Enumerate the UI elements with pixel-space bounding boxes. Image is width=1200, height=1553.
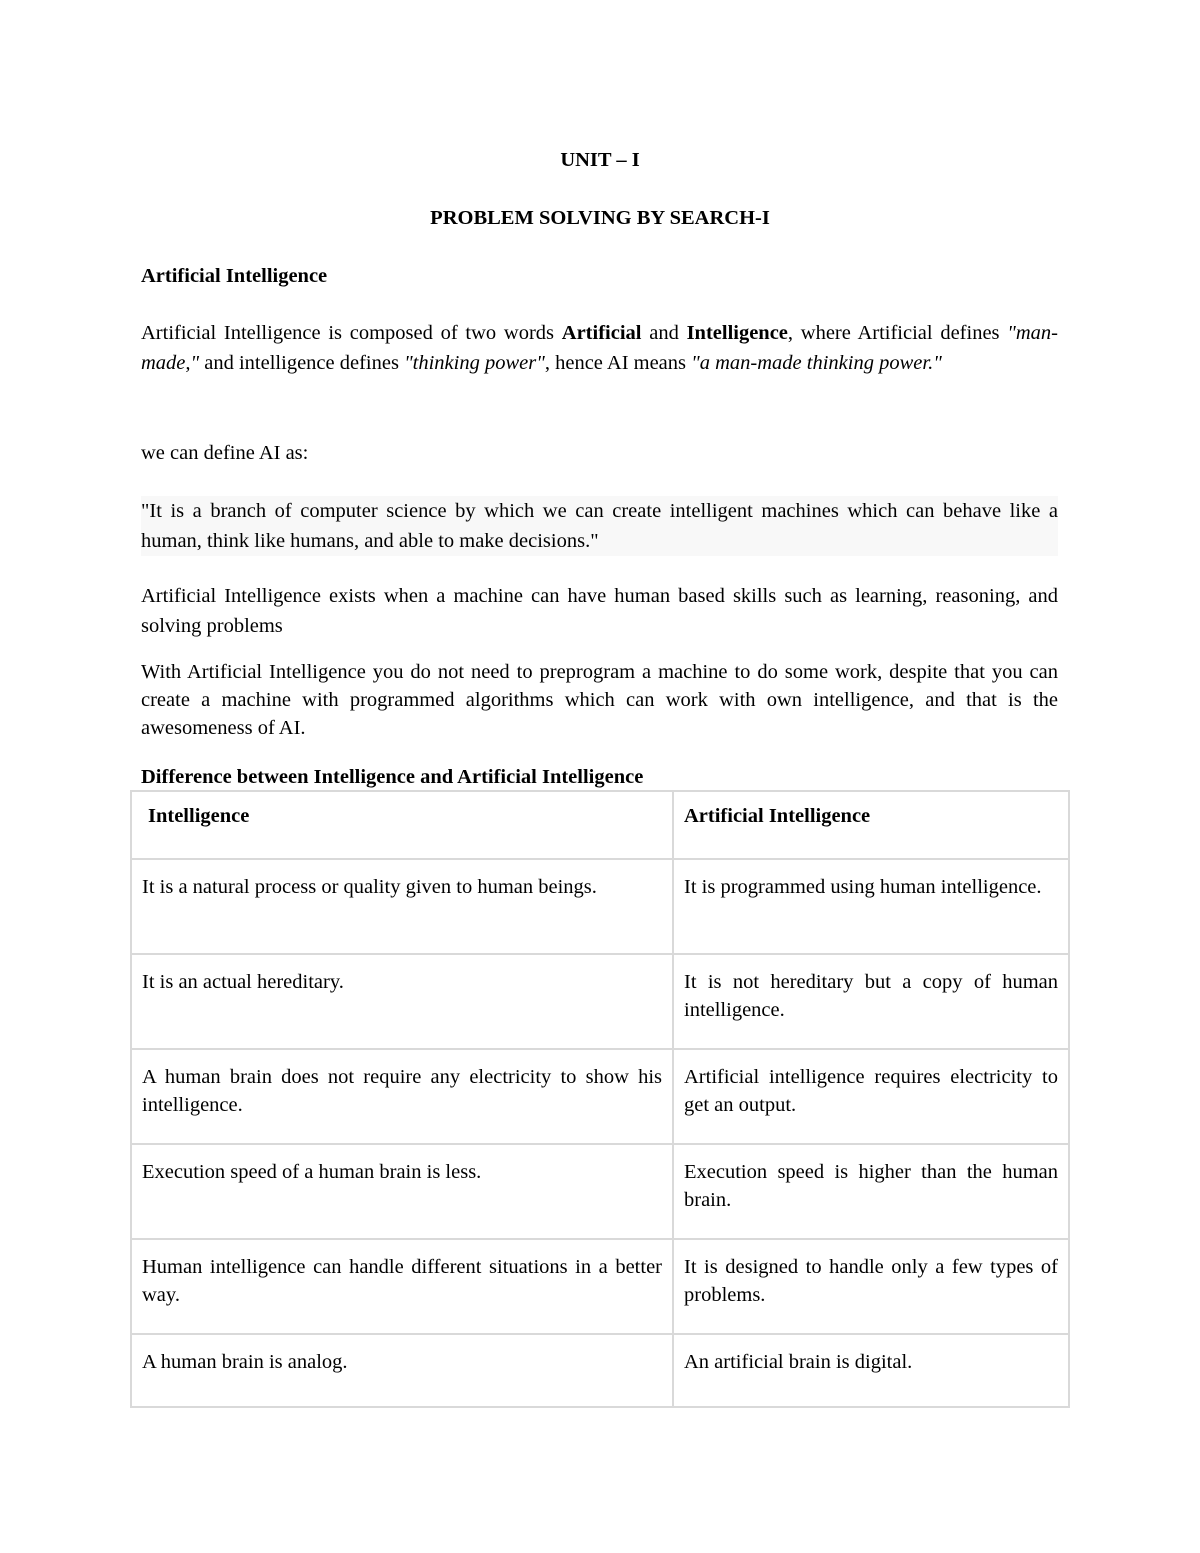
intro-bold-intelligence: Intelligence	[686, 322, 788, 344]
unit-heading: UNIT – I	[560, 149, 640, 171]
difference-table	[130, 790, 1070, 1408]
intro-text-4: and intelligence defines	[199, 352, 405, 374]
section-heading: Artificial Intelligence	[141, 265, 328, 287]
intro-text-1: Artificial Intelligence is composed of two words	[141, 322, 562, 344]
table-cell-intelligence: A human brain is analog.	[131, 1334, 673, 1407]
define-line: we can define AI as:	[141, 442, 309, 464]
awesomeness-paragraph: With Artificial Intelligence you do not need to preprogram a machine to do some work, despite that you can create a machine with programmed algorithms which can work with own intelligence, and that is the awesomeness of AI.	[141, 661, 1058, 739]
intro-text-3: , where Artificial defines	[787, 322, 1008, 344]
table-cell-artificial: Artificial intelligence requires electricity to get an output.	[673, 1049, 1069, 1144]
table-cell-intelligence: Human intelligence can handle different situations in a better way.	[131, 1239, 673, 1334]
table-row	[131, 859, 1069, 954]
table-cell-artificial: It is programmed using human intelligence.	[673, 859, 1069, 954]
intro-italic-thinking-power: "thinking power"	[404, 352, 545, 374]
intro-bold-artificial: Artificial	[561, 322, 642, 344]
table-cell-intelligence: It is an actual hereditary.	[131, 954, 673, 1049]
table-header-intelligence: Intelligence	[131, 791, 673, 859]
table-cell-artificial: It is designed to handle only a few types of problems.	[673, 1239, 1069, 1334]
table-row	[131, 1049, 1069, 1144]
table-row	[131, 954, 1069, 1049]
table-cell-artificial: Execution speed is higher than the human brain.	[673, 1144, 1069, 1239]
table-row	[131, 1334, 1069, 1407]
table-header-artificial-intelligence: Artificial Intelligence	[673, 791, 1069, 859]
intro-italic-man-made: "man-made,"	[141, 322, 1059, 374]
table-header-row	[131, 791, 1069, 859]
table-row	[131, 1144, 1069, 1239]
exists-paragraph: Artificial Intelligence exists when a machine can have human based skills such as learning, reasoning, and solving problems	[141, 585, 1058, 637]
table-cell-intelligence: Execution speed of a human brain is less.	[131, 1144, 673, 1239]
table-cell-artificial: An artificial brain is digital.	[673, 1334, 1069, 1407]
table-cell-intelligence: A human brain does not require any electricity to show his intelligence.	[131, 1049, 673, 1144]
intro-italic-definition: "a man-made thinking power."	[691, 352, 942, 374]
definition-quote: "It is a branch of computer science by which we can create intelligent machines which can behave like a human, think like humans, and able to make decisions."	[141, 496, 1058, 556]
table-row	[131, 1239, 1069, 1334]
table-cell-artificial: It is not hereditary but a copy of human intelligence.	[673, 954, 1069, 1049]
table-cell-intelligence: It is a natural process or quality given to human beings.	[131, 859, 673, 954]
intro-text-5: , hence AI means	[544, 352, 692, 374]
page-title: PROBLEM SOLVING BY SEARCH-I	[430, 207, 770, 229]
difference-heading: Difference between Intelligence and Artificial Intelligence	[141, 766, 644, 788]
intro-text-2: and	[641, 322, 687, 344]
intro-paragraph	[141, 318, 1058, 378]
